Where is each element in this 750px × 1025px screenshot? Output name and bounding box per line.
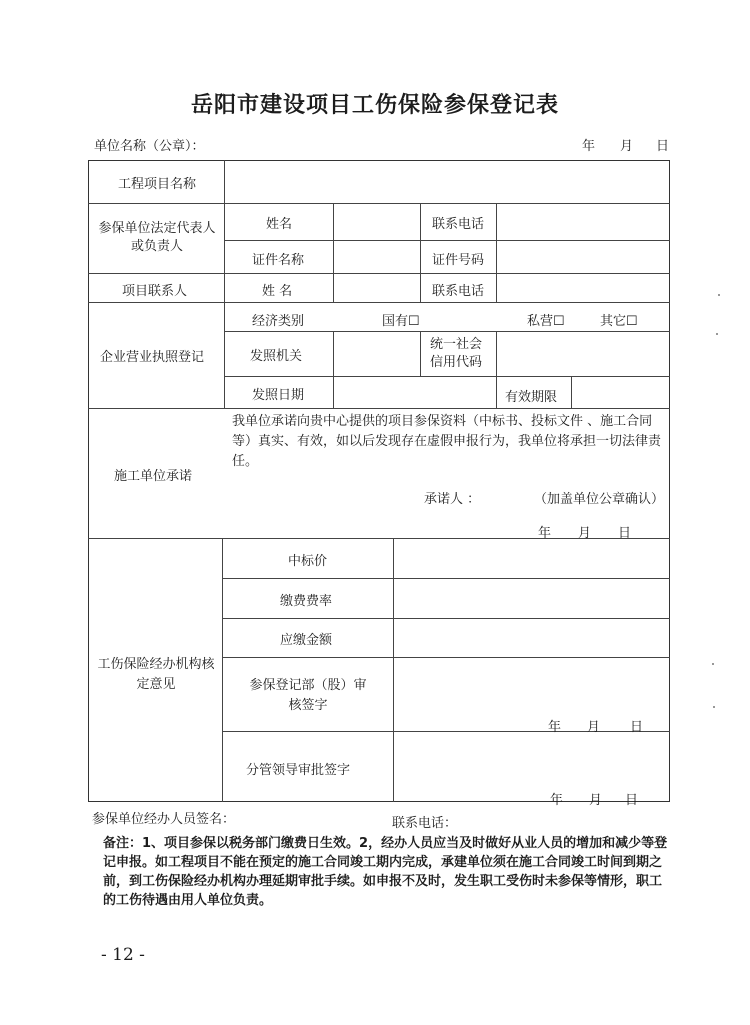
page-title: 岳阳市建设项目工伤保险参保登记表: [190, 93, 559, 118]
id-type-label: 证件名称: [252, 253, 305, 268]
footer-contact-phone-label: 联系电话：: [392, 816, 458, 831]
leader-date-day: 日: [625, 793, 639, 808]
leader-date-month: 月: [589, 793, 603, 808]
scan-speck: [712, 663, 714, 665]
commitment-date-day: 日: [618, 526, 632, 541]
private-option[interactable]: 私营☐: [527, 314, 565, 329]
leader-sign-label: 分管领导审批签字: [246, 763, 351, 778]
issue-date-label: 发照日期: [252, 388, 305, 403]
leader-date-year: 年: [550, 793, 564, 808]
project-contact-label: 项目联系人: [122, 284, 188, 299]
legal-rep-label: 参保单位法定代表人或负责人: [98, 221, 216, 254]
seal-note: （加盖单位公章确认）: [534, 492, 665, 507]
agency-opinion-label: 工伤保险经办机构核定意见: [97, 657, 215, 692]
business-license-label: 企业营业执照登记: [100, 350, 205, 365]
other-option[interactable]: 其它☐: [600, 314, 638, 329]
contact-phone2-label: 联系电话: [432, 284, 485, 299]
registration-sign-label: 参保登记部（股）审核签字: [249, 678, 367, 713]
validity-label: 有效期限: [505, 390, 558, 405]
credit-code-label: 统一社会信用代码: [430, 337, 483, 370]
scan-speck: [713, 706, 715, 708]
state-owned-option[interactable]: 国有☐: [382, 314, 420, 329]
registration-date-day: 日: [630, 720, 644, 735]
date-year: 年: [582, 139, 596, 154]
commitment-label: 施工单位承诺: [114, 469, 193, 484]
date-month: 月: [620, 139, 634, 154]
commitment-date-month: 月: [578, 526, 592, 541]
unit-name-label: 单位名称（公章）：: [94, 139, 205, 154]
registration-date-year: 年: [548, 720, 562, 735]
bid-price-label: 中标价: [288, 554, 328, 569]
remarks-note: 备注：1、项目参保以税务部门缴费日生效。2，经办人员应当及时做好从业人员的增加和减少等登记申报。如工程项目不能在预定的施工合同竣工期内完成，承建单位须在施工合同竣工时间到期之前，到工伤保险经办机构办理延期审批手续。如申报不及时，发生职工受伤时未参保等情形，职工的工伤待遇由用人单位负责。: [103, 836, 668, 908]
commitment-text: 我单位承诺向贵中心提供的项目参保资料（中标书、投标文件 、施工合同等）真实、有效，如以后发现存在虚假申报行为，我单位将承担一切法律责任。: [232, 414, 662, 469]
id-number-label: 证件号码: [432, 253, 485, 268]
rate-label: 缴费费率: [280, 594, 333, 609]
scan-speck: [718, 294, 720, 296]
contact-phone-label: 联系电话: [432, 217, 485, 232]
page-number: - 12 -: [101, 945, 145, 965]
amount-due-label: 应缴金额: [280, 633, 333, 648]
issuing-authority-label: 发照机关: [250, 349, 303, 364]
name-label: 姓名: [266, 217, 293, 232]
handler-sign-label: 参保单位经办人员签名：: [92, 812, 236, 827]
economic-type-label: 经济类别: [252, 314, 305, 329]
promisor-label: 承诺人 ：: [424, 492, 481, 507]
commitment-date-year: 年: [538, 526, 552, 541]
registration-date-month: 月: [587, 720, 601, 735]
scan-speck: [716, 333, 718, 335]
project-name-label: 工程项目名称: [118, 177, 197, 192]
date-day: 日: [656, 139, 670, 154]
name2-label: 姓 名: [262, 284, 293, 299]
